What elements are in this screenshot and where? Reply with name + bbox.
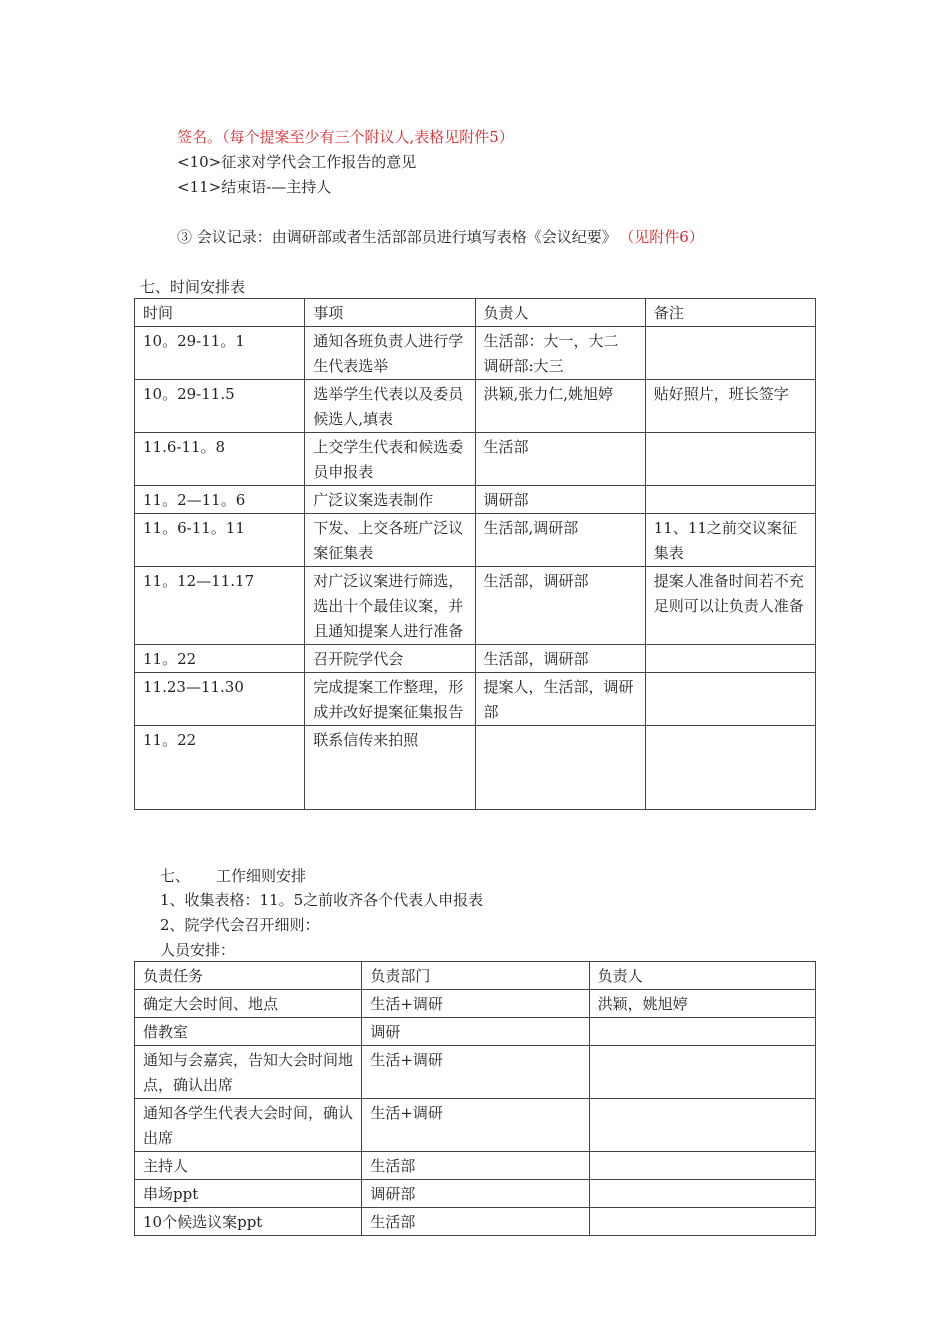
details-item-2: 2、院学代会召开细则： xyxy=(160,916,320,934)
table-cell: 10。29-11。1 xyxy=(135,327,305,380)
details-item-1: 1、收集表格：11。5之前收齐各个代表人申报表 xyxy=(160,891,484,909)
table-cell: 召开院学代会 xyxy=(305,645,475,673)
details-heading xyxy=(160,866,306,886)
table-cell: 生活部 xyxy=(475,433,645,486)
table-cell: 11.23—11.30 xyxy=(135,673,305,726)
table-cell: 选举学生代表以及委员候选人,填表 xyxy=(305,380,475,433)
table-cell: 通知各班负责人进行学生代表选举 xyxy=(305,327,475,380)
table-cell: 联系信传来拍照 xyxy=(305,726,475,810)
table-cell: 提案人，生活部，调研部 xyxy=(475,673,645,726)
details-heading-text: 工作细则安排 xyxy=(216,867,307,885)
table-cell: 10。29-11.5 xyxy=(135,380,305,433)
intro-line-signature: 签名。（每个提案至少有三个附议人,表格见附件5） xyxy=(177,128,514,146)
table-cell: 11.6-11。8 xyxy=(135,433,305,486)
table-row xyxy=(135,990,816,1018)
table-cell: 上交学生代表和候选委员申报表 xyxy=(305,433,475,486)
details-heading-number: 七、 xyxy=(160,867,191,885)
table-row xyxy=(135,567,816,645)
table-cell: 广泛议案选表制作 xyxy=(305,486,475,514)
table-cell: 提案人准备时间若不充足则可以让负责人准备 xyxy=(645,567,815,645)
table-row xyxy=(135,1018,816,1046)
minutes-attachment-note: （见附件6） xyxy=(626,228,704,246)
table-cell xyxy=(589,1180,815,1208)
table-row xyxy=(135,673,816,726)
table-cell: 11、11之前交议案征集表 xyxy=(645,514,815,567)
table-cell: 调研 xyxy=(362,1018,589,1046)
intro-line-minutes xyxy=(177,227,704,247)
intro-line-item-10: <10>征求对学代会工作报告的意见 xyxy=(177,153,417,171)
table-row xyxy=(135,1208,816,1236)
table-row xyxy=(135,380,816,433)
header-row xyxy=(135,962,816,990)
column-header: 负责任务 xyxy=(135,962,362,990)
table-cell: 串场ppt xyxy=(135,1180,362,1208)
table-cell: 洪颖,张力仁,姚旭婷 xyxy=(475,380,645,433)
table-cell: 下发、上交各班广泛议案征集表 xyxy=(305,514,475,567)
table-row xyxy=(135,726,816,810)
column-header: 事项 xyxy=(305,299,475,327)
table-cell xyxy=(589,1208,815,1236)
table-cell xyxy=(645,673,815,726)
table-cell: 完成提案工作整理，形成并改好提案征集报告 xyxy=(305,673,475,726)
table-row xyxy=(135,1046,816,1099)
column-header: 时间 xyxy=(135,299,305,327)
table-cell: 生活+调研 xyxy=(362,990,589,1018)
table-cell: 通知各学生代表大会时间，确认出席 xyxy=(135,1099,362,1152)
table-cell: 通知与会嘉宾，告知大会时间地点，确认出席 xyxy=(135,1046,362,1099)
table-cell: 生活部 xyxy=(362,1208,589,1236)
table-cell xyxy=(589,1018,815,1046)
table-cell: 10个候选议案ppt xyxy=(135,1208,362,1236)
table-cell xyxy=(589,1152,815,1180)
table-cell: 对广泛议案进行筛选，选出十个最佳议案，并且通知提案人进行准备 xyxy=(305,567,475,645)
table-cell: 调研部 xyxy=(362,1180,589,1208)
table-cell: 借教室 xyxy=(135,1018,362,1046)
table-row xyxy=(135,645,816,673)
staff-table xyxy=(134,961,816,1236)
table-cell: 生活部，调研部 xyxy=(475,567,645,645)
column-header: 备注 xyxy=(645,299,815,327)
table-row xyxy=(135,1099,816,1152)
column-header: 负责人 xyxy=(589,962,815,990)
table-cell xyxy=(645,645,815,673)
staff-label: 人员安排： xyxy=(160,941,236,959)
table-cell: 生活+调研 xyxy=(362,1099,589,1152)
table-cell: 生活部，调研部 xyxy=(475,645,645,673)
cell-line: 生活部：大一，大二 xyxy=(483,332,619,350)
schedule-heading: 七、时间安排表 xyxy=(140,278,246,296)
intro-line-item-11: <11>结束语-—主持人 xyxy=(177,178,332,196)
table-cell: 11。22 xyxy=(135,645,305,673)
table-cell xyxy=(645,486,815,514)
table-cell xyxy=(645,726,815,810)
table-row xyxy=(135,1180,816,1208)
column-header: 负责人 xyxy=(475,299,645,327)
table-row xyxy=(135,327,816,380)
table-cell: 贴好照片，班长签字 xyxy=(645,380,815,433)
table-cell xyxy=(475,327,645,380)
table-cell: 调研部 xyxy=(475,486,645,514)
cell-line: 调研部:大三 xyxy=(483,357,564,375)
table-cell xyxy=(645,433,815,486)
table-row xyxy=(135,433,816,486)
table-row xyxy=(135,514,816,567)
table-cell: 生活+调研 xyxy=(362,1046,589,1099)
table-cell: 11。12—11.17 xyxy=(135,567,305,645)
table-cell xyxy=(589,1046,815,1099)
header-row xyxy=(135,299,816,327)
table-row xyxy=(135,1152,816,1180)
table-cell: 洪颖，姚旭婷 xyxy=(589,990,815,1018)
table-cell xyxy=(475,726,645,810)
table-cell: 11。22 xyxy=(135,726,305,810)
schedule-table xyxy=(134,298,816,810)
table-row xyxy=(135,486,816,514)
table-cell: 生活部,调研部 xyxy=(475,514,645,567)
table-cell xyxy=(589,1099,815,1152)
table-cell: 生活部 xyxy=(362,1152,589,1180)
table-cell: 11。2—11。6 xyxy=(135,486,305,514)
column-header: 负责部门 xyxy=(362,962,589,990)
table-cell: 主持人 xyxy=(135,1152,362,1180)
table-cell: 11。6-11。11 xyxy=(135,514,305,567)
table-cell xyxy=(645,327,815,380)
table-cell: 确定大会时间、地点 xyxy=(135,990,362,1018)
minutes-text: ③ 会议记录：由调研部或者生活部部员进行填写表格《会议纪要》 xyxy=(177,228,617,246)
